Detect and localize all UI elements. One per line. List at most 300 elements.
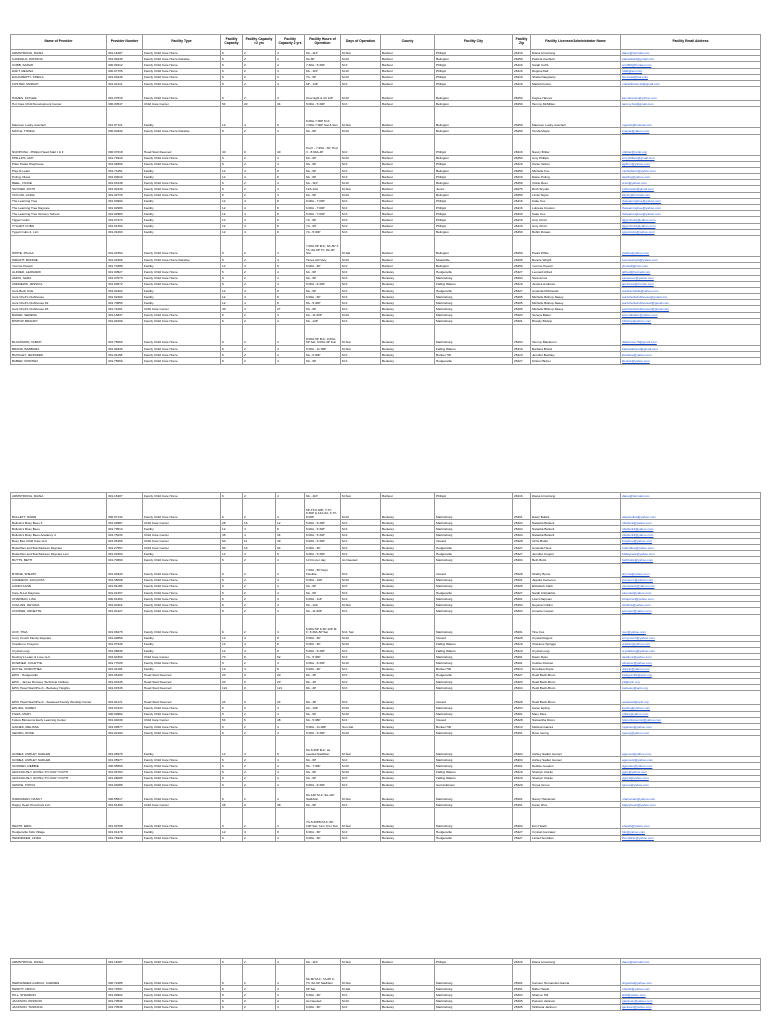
table-cell: Berkeley (381, 602, 435, 608)
email-link[interactable]: tblackmon76@gmail.com (621, 325, 761, 346)
table-cell: COOPER, ANNETTE (11, 608, 107, 614)
table-cell: GRACIOUSLY GIVING TO OUR YOUTH (11, 775, 107, 781)
table-cell: 6 (221, 614, 243, 635)
table-cell: 12 (221, 107, 243, 128)
table-cell: Berkeley (381, 538, 435, 544)
table-cell: 6:00A - 7:00P (305, 198, 341, 204)
email-link[interactable]: tammy.hot@gmail.com (621, 101, 761, 107)
email-link[interactable]: thelearningtree@yahoo.com (621, 198, 761, 204)
table-cell: 301.75660 (107, 325, 143, 346)
table-cell: 2 (243, 723, 276, 729)
email-link[interactable]: rgeorg@yahoo.com (621, 730, 761, 736)
column-header: Facility City (435, 35, 513, 50)
table-cell: 25404 (513, 325, 531, 346)
table-cell: Barbour (381, 493, 435, 499)
table-cell: Belington (435, 107, 513, 128)
table-cell: 6:00A - 6P (305, 835, 341, 841)
email-link[interactable]: thelearningtree@yahoo.com (621, 205, 761, 211)
email-link[interactable]: vreel@yahoo.com (621, 180, 761, 186)
table-cell: Bullock's Busy Bees 3 (11, 520, 107, 526)
table-cell: Martinsburg (435, 736, 513, 757)
email-link[interactable]: serenabaker@yahoo.com (621, 312, 761, 318)
table-cell: 12 (221, 287, 243, 293)
table-cell: 6 (221, 346, 243, 352)
table-cell: 301.07516 (107, 87, 143, 101)
email-link[interactable]: hkv@yahoo.com (621, 829, 761, 835)
email-link[interactable]: dawnbullett@yahoo.com (621, 499, 761, 520)
table-cell: 6 (221, 1004, 243, 1010)
table-cell: Tina Cox (531, 614, 621, 635)
table-cell: Berkeley (381, 685, 435, 691)
table-cell: 6 (221, 589, 243, 595)
table-cell: Heidi Bach-Brom (531, 691, 621, 705)
email-link[interactable]: kepling@yahoo.com (621, 705, 761, 711)
table-cell: 2 (243, 998, 276, 1004)
table-cell: Berkeley (381, 577, 435, 583)
email-link[interactable]: lalfred@hotmail.com (621, 269, 761, 275)
table-cell: M-F (341, 174, 381, 180)
table-cell: Martinsburg (435, 986, 513, 992)
table-cell: Family Child Care Home (143, 557, 221, 563)
email-link[interactable]: diane@hotmail.com (621, 493, 761, 499)
table-cell: 6 (221, 959, 243, 965)
email-link[interactable]: mgaines@yahoo.com (621, 723, 761, 729)
table-cell: CHAPMAN, LISA (11, 596, 107, 602)
table-cell: Mariah Foster (531, 80, 621, 86)
email-link[interactable]: jcameron@yahoo.com (621, 577, 761, 583)
table-cell: 301.02402 (107, 287, 143, 293)
table-cell: Times will Vary (305, 256, 341, 262)
table-cell: Family Child Care Home (143, 589, 221, 595)
email-link[interactable]: saraamos@yahoo.com (621, 275, 761, 281)
email-link[interactable]: barbarabrand@gmail.com (621, 346, 761, 352)
table-cell: 26416 (513, 493, 531, 499)
table-cell: 12 (221, 229, 243, 235)
email-link[interactable]: butterflies@yahoo.com (621, 544, 761, 550)
table-cell: 6 (221, 563, 243, 577)
email-link[interactable]: candyland@yahoo.com (621, 583, 761, 589)
email-link[interactable]: ltaylor@hotmail.com (621, 192, 761, 198)
table-cell: 6A - 6:00P (305, 352, 341, 358)
table-cell: Belington (435, 87, 513, 101)
email-link[interactable]: nbritler@ncdp.org (621, 134, 761, 155)
table-cell: 8A - 4P (305, 672, 341, 678)
table-cell: 6:00A - 6:30P (305, 281, 341, 287)
email-link[interactable]: amyphillips@gmail.com (621, 155, 761, 161)
table-cell: Family Child Care Home (143, 161, 221, 167)
table-cell: Paula White (531, 235, 621, 256)
table-cell: Berkeley (381, 557, 435, 563)
table-cell: M-F (341, 992, 381, 998)
table-cell: M-Fri (341, 769, 381, 775)
table-cell: HERNANDEZ-GARCIA, CARMEN (11, 965, 107, 986)
email-link[interactable]: cradles@yahoo.com (621, 641, 761, 647)
email-link[interactable]: cdowner@yahoo.com (621, 660, 761, 666)
table-cell: 26416 (513, 217, 531, 223)
email-link[interactable]: sc1996@frontier.com (621, 62, 761, 68)
table-cell: 301.08636 (107, 648, 143, 654)
table-cell: 54 (221, 717, 243, 723)
table-cell: 4 (276, 808, 305, 829)
email-link[interactable]: berkeley@epic.org (621, 685, 761, 691)
table-cell: 4 (276, 192, 305, 198)
table-cell: 6 (221, 769, 243, 775)
table-cell: 24 (276, 691, 305, 705)
email-link[interactable]: nharraman@yahoo.com (621, 788, 761, 802)
email-link[interactable]: nbullock@yahoo.com (621, 520, 761, 526)
table-cell: 300.07705 (107, 68, 143, 74)
table-cell: Tammy Blackmon (531, 325, 621, 346)
table-cell: Barbour (381, 186, 435, 192)
email-link[interactable]: destinys@yahoo.com (621, 654, 761, 660)
email-link[interactable]: lchapman@yahoo.com (621, 596, 761, 602)
email-link[interactable]: diane@hotmail.com (621, 50, 761, 56)
table-cell: M-F (341, 583, 381, 589)
table-cell: 25413 (513, 666, 531, 672)
table-cell: 6A - 6P (305, 275, 341, 281)
email-link[interactable]: pjackson@yahoo.com (621, 998, 761, 1004)
table-cell: 301.02983 (107, 211, 143, 217)
table-cell: Hedgesville (435, 287, 513, 293)
table-cell: Diana Armstrong (531, 959, 621, 965)
email-link[interactable]: kaymhames@yahoo.com (621, 87, 761, 101)
email-link[interactable]: jbuckley@yahoo.com (621, 352, 761, 358)
table-cell: Martinsburg (435, 577, 513, 583)
table-cell: Cradles to Crayons (11, 641, 107, 647)
email-link[interactable]: patcanfield@gmail.com (621, 56, 761, 62)
table-cell: 6:00A - 5:30P (305, 551, 341, 557)
email-link[interactable]: hedgesville@epic.org (621, 672, 761, 678)
table-cell: 6A - 6P (305, 167, 341, 173)
table-cell: Barbour (381, 134, 435, 155)
table-cell: Family Child Care Home (143, 192, 221, 198)
table-cell: 54 (221, 101, 243, 107)
table-cell: HEATH, ERIN (11, 808, 107, 829)
email-link[interactable]: tgrove@yahoo.com (621, 782, 761, 788)
email-link[interactable]: ruthsnyder@gmail.com (621, 186, 761, 192)
table-cell: 301.05199 (107, 672, 143, 678)
table-cell: 25404 (513, 602, 531, 608)
table-cell: Bunker Hill (435, 723, 513, 729)
table-cell: 7A - 5:30P (305, 654, 341, 660)
email-link[interactable]: kgillum@yahoo.com (621, 161, 761, 167)
email-link[interactable]: futureblossoms@yahoo.com (621, 717, 761, 723)
table-cell: Family Child Care Home (143, 763, 221, 769)
table-cell: 301.02989 (107, 205, 143, 211)
table-cell: Berkeley (381, 275, 435, 281)
table-cell: BRAND, BARBARA (11, 346, 107, 352)
table-cell: 6A - 6P (305, 269, 341, 275)
table-cell: 6 (221, 161, 243, 167)
email-link[interactable]: carenlet@yahoo.com (621, 589, 761, 595)
email-link[interactable]: eheath@yahoo.com (621, 808, 761, 829)
email-link[interactable]: auntchellsclubhouse@gmail.com (621, 294, 761, 300)
email-link[interactable]: nhewitt@yahoo.com (621, 986, 761, 992)
table-cell: 121 (276, 685, 305, 691)
table-cell: Ashley Sadler Gomez (531, 736, 621, 757)
table-cell: Berkeley (381, 551, 435, 557)
table-row (11, 965, 761, 986)
table-cell: DAUGHERTY, SHEILA (11, 74, 107, 80)
table-cell: 301.70660 (107, 557, 143, 563)
table-cell: 8 (276, 167, 305, 173)
table-cell: Barbour (381, 74, 435, 80)
email-link[interactable]: dcollins@yahoo.com (621, 602, 761, 608)
email-link[interactable]: dgooden@yahoo.com (621, 763, 761, 769)
email-link[interactable]: nbullock2@yahoo.com (621, 526, 761, 532)
email-link[interactable]: bethbutts@yahoo.com (621, 557, 761, 563)
table-cell: WHITE, PAULA (11, 235, 107, 256)
email-link[interactable]: seaweed@epic.org (621, 691, 761, 705)
table-cell: 301.16837 (107, 312, 143, 318)
email-link[interactable]: bbdaycare@yahoo.com (621, 551, 761, 557)
email-link[interactable]: thelearningtree@yahoo.com (621, 211, 761, 217)
table-cell: 6 (221, 128, 243, 134)
email-link[interactable]: bbishop@yahoo.com (621, 318, 761, 324)
table-cell: 301.09902 (107, 992, 143, 998)
table-cell: ANDREWS, JESSICA (11, 281, 107, 287)
table-cell: Philippi (435, 74, 513, 80)
table-cell: 301.06276 (107, 614, 143, 635)
table-cell: 2 (243, 128, 276, 134)
email-link[interactable]: chgarcia@yahoo.com (621, 965, 761, 986)
email-link[interactable]: shill@yahoo.com (621, 992, 761, 998)
table-cell: 301.02266 (107, 256, 143, 262)
table-cell: 301.08390 (107, 161, 143, 167)
table-cell: M-F (341, 526, 381, 532)
table-cell: TaShana Jackson (531, 1004, 621, 1010)
table-cell: HENDRIKER, LINDA (11, 835, 107, 841)
email-link[interactable]: cozycouch@yahoo.com (621, 635, 761, 641)
table-cell: Belington (435, 180, 513, 186)
table-cell: Martinsburg (435, 660, 513, 666)
email-link[interactable]: mariahfoster14@gmail.com (621, 80, 761, 86)
table-cell: 301.00708 (107, 808, 143, 829)
table-cell: Martinsburg (435, 275, 513, 281)
table-cell: 301.74401 (107, 306, 143, 312)
table-row (11, 808, 761, 829)
table-cell: 6P-T6 6:30P; T-Th 5:30P & 12A-6A; F-Th 8:00P (305, 499, 341, 520)
table-cell: Philippi (435, 198, 513, 204)
table-cell: Martinsburg (435, 808, 513, 829)
table-cell: 6 (221, 660, 243, 666)
table-cell: Child Care Center (143, 654, 221, 660)
email-link[interactable]: rdaft@aol.com (621, 68, 761, 74)
table-cell: Family Child Care Home (143, 493, 221, 499)
table-row (11, 788, 761, 802)
table-cell: Happy Heart Preschool LLC (11, 802, 107, 808)
table-cell: M-F (341, 678, 381, 684)
table-cell: 25413 (513, 723, 531, 729)
table-cell: 2 (243, 660, 276, 666)
table-row (11, 691, 761, 705)
table-cell: Berkeley (381, 589, 435, 595)
table-cell: 12 (276, 520, 305, 526)
table-cell: 6:00A - 6:30P (305, 660, 341, 666)
table-cell: 2 (243, 763, 276, 769)
email-link[interactable]: sbyrne@yahoo.com (621, 563, 761, 577)
table-cell: 4 (276, 56, 305, 62)
email-link[interactable]: agomez2@yahoo.com (621, 757, 761, 763)
email-link[interactable]: jrti@epic.org (621, 678, 761, 684)
table-cell: Berkeley (381, 802, 435, 808)
table-cell: Aunt Chell's Clubhouse (11, 294, 107, 300)
table-cell: Sara Amos (531, 275, 621, 281)
table-cell: M-F (341, 223, 381, 229)
table-cell: 20 (243, 101, 276, 107)
table-body (11, 50, 761, 365)
table-cell: 4 (276, 80, 305, 86)
email-link[interactable]: yhowell@msn.com (621, 263, 761, 269)
table-cell: M-F (341, 275, 381, 281)
table-cell: 64 (276, 544, 305, 550)
table-cell: 301.01593 (107, 551, 143, 557)
table-cell: Diana Armstrong (531, 50, 621, 56)
table-cell: Berkeley (381, 294, 435, 300)
table-cell: 25404 (513, 736, 531, 757)
table-cell: 301.09199 (107, 318, 143, 324)
email-link[interactable]: tiggertcubs@yahoo.com (621, 223, 761, 229)
table-cell: 7A - 5:30P (305, 229, 341, 235)
email-link[interactable]: nbullock3@yahoo.com (621, 532, 761, 538)
email-link[interactable]: fan.head@aol.com (621, 74, 761, 80)
table-cell: 40 (276, 134, 305, 155)
email-link[interactable]: jandrews@frontier.com (621, 281, 761, 287)
table-cell: 12 (221, 648, 243, 654)
table-cell: Berkeley (381, 736, 435, 757)
email-link[interactable]: bonniewright@yahoo.com (621, 256, 761, 262)
table-cell: 6:00A - 10P (305, 577, 341, 583)
table-cell: Child Care Center (143, 306, 221, 312)
table-cell: 8 (276, 635, 305, 641)
table-cell: 25420 (513, 782, 531, 788)
email-link[interactable]: tiggertcubs@yahoo.com (621, 217, 761, 223)
table-cell: 6 (221, 80, 243, 86)
table-cell: 25427 (513, 358, 531, 364)
table-cell: M-Fri (341, 87, 381, 101)
table-cell: 301.09577 (107, 723, 143, 729)
table-cell: 26416 (513, 50, 531, 56)
table-cell: 2 (243, 986, 276, 992)
email-link[interactable]: michellefox@yahoo.com (621, 167, 761, 173)
table-cell: 4 (243, 107, 276, 128)
email-link[interactable]: agomez@yahoo.com (621, 736, 761, 757)
table-row (11, 358, 761, 364)
table-cell: 300.09412 (107, 62, 143, 68)
table-cell: 8:00A-5P M-F; 9:00A-5P Sat; 9:00A-3P Sun (305, 325, 341, 346)
email-link[interactable]: mfiles@yahoo.com (621, 711, 761, 717)
email-link[interactable]: ggoy2@yahoo.com (621, 775, 761, 781)
table-cell: Tiggert Cubs (11, 217, 107, 223)
email-link[interactable]: tcox@yahoo.com (621, 614, 761, 635)
table-cell: Sharron Hill (531, 992, 621, 998)
table-cell: 25427 (513, 287, 531, 293)
table-row (11, 235, 761, 256)
table-cell: 7:30A - 5:30P (305, 62, 341, 68)
table-cell: 4 (243, 287, 276, 293)
table-row (11, 1004, 761, 1010)
table-cell: Berkeley (381, 829, 435, 835)
email-link[interactable]: busybee@yahoo.com (621, 538, 761, 544)
email-link[interactable]: tjackson@yahoo.com (621, 1004, 761, 1010)
table-cell: Berkeley (381, 769, 435, 775)
table-cell: 4 (276, 269, 305, 275)
table-cell: Family Child Care Home (143, 235, 221, 256)
table-cell: Barbour (381, 167, 435, 173)
email-link[interactable]: crystallong@yahoo.com (621, 648, 761, 654)
table-cell: Serena Baker (531, 312, 621, 318)
table-cell: M-F, Sat (341, 614, 381, 635)
table-cell: Dawn Bullett (531, 499, 621, 520)
table-cell: 12 (221, 666, 243, 672)
table-cell: M-Fri (341, 660, 381, 666)
table-cell: 25404 (513, 275, 531, 281)
email-link[interactable]: diane@hotmail.com (621, 959, 761, 965)
table-cell: 6A - 11:30P (305, 608, 341, 614)
email-link[interactable]: mgetch@hotmail.com (621, 107, 761, 128)
email-link[interactable]: kbuber@yahoo.com (621, 358, 761, 364)
table-cell: 4 (243, 526, 276, 532)
email-link[interactable]: pwhite@yahoo.com (621, 235, 761, 256)
table-cell: 26416 (513, 161, 531, 167)
table-cell: M-F (341, 544, 381, 550)
table-cell: 8 (276, 217, 305, 223)
table-cell: Karen Epling (531, 705, 621, 711)
email-link[interactable]: ggoy@yahoo.com (621, 769, 761, 775)
table-cell: Berkeley (381, 992, 435, 998)
table-cell: Sun-Sat (341, 723, 381, 729)
table-cell: 4 (276, 577, 305, 583)
table-cell: 2 (243, 577, 276, 583)
email-link[interactable]: tygartcubs@yahoo.com (621, 229, 761, 235)
email-link[interactable]: acooper@yahoo.com (621, 608, 761, 614)
email-link[interactable]: happyheart@yahoo.com (621, 802, 761, 808)
table-cell: 25405 (513, 998, 531, 1004)
table-cell: 48 (276, 717, 305, 723)
email-link[interactable]: auntchellsclubhouse2@gmail.com (621, 300, 761, 306)
table-cell: 6A - 6P (305, 306, 341, 312)
table-cell: Martinsburg (435, 992, 513, 998)
table-cell: Family Child Care Home (143, 50, 221, 56)
table-cell: 2 (243, 180, 276, 186)
table-cell: Philippi (435, 493, 513, 499)
table-cell: Bunker Hill (435, 666, 513, 672)
table-cell: 25404 (513, 526, 531, 532)
table-cell: 28 (221, 520, 243, 526)
table-cell: Falling Waters (435, 346, 513, 352)
table-cell: BAKER, SERENA (11, 312, 107, 318)
table-cell: Martinsburg (435, 300, 513, 306)
table-cell: 301.74519 (107, 155, 143, 161)
provider-table-2 (10, 492, 761, 842)
email-link[interactable]: tmayle@yahoo.com (621, 128, 761, 134)
table-cell: M-Sun (341, 959, 381, 965)
email-link[interactable]: lhendriker@yahoo.com (621, 835, 761, 841)
table-cell: 301.04085 (107, 782, 143, 788)
table-cell: Berkeley (381, 705, 435, 711)
table-cell: 2 (243, 161, 276, 167)
table-cell: COX, TINA (11, 614, 107, 635)
table-cell: Berkeley (381, 672, 435, 678)
table-cell: Family Child Care Home (143, 711, 221, 717)
table-cell: Family Child Care Home (143, 835, 221, 841)
email-link[interactable]: dpoling@yahoo.com (621, 174, 761, 180)
email-link[interactable]: auntbechkids@yahoo.com (621, 287, 761, 293)
table-cell: Berkeley (381, 986, 435, 992)
email-link[interactable]: ddoyle@yahoo.com (621, 666, 761, 672)
email-link[interactable]: auntchellsclubhouse3@gmail.com (621, 306, 761, 312)
table-cell: 6:00A - 11:30P (305, 346, 341, 352)
